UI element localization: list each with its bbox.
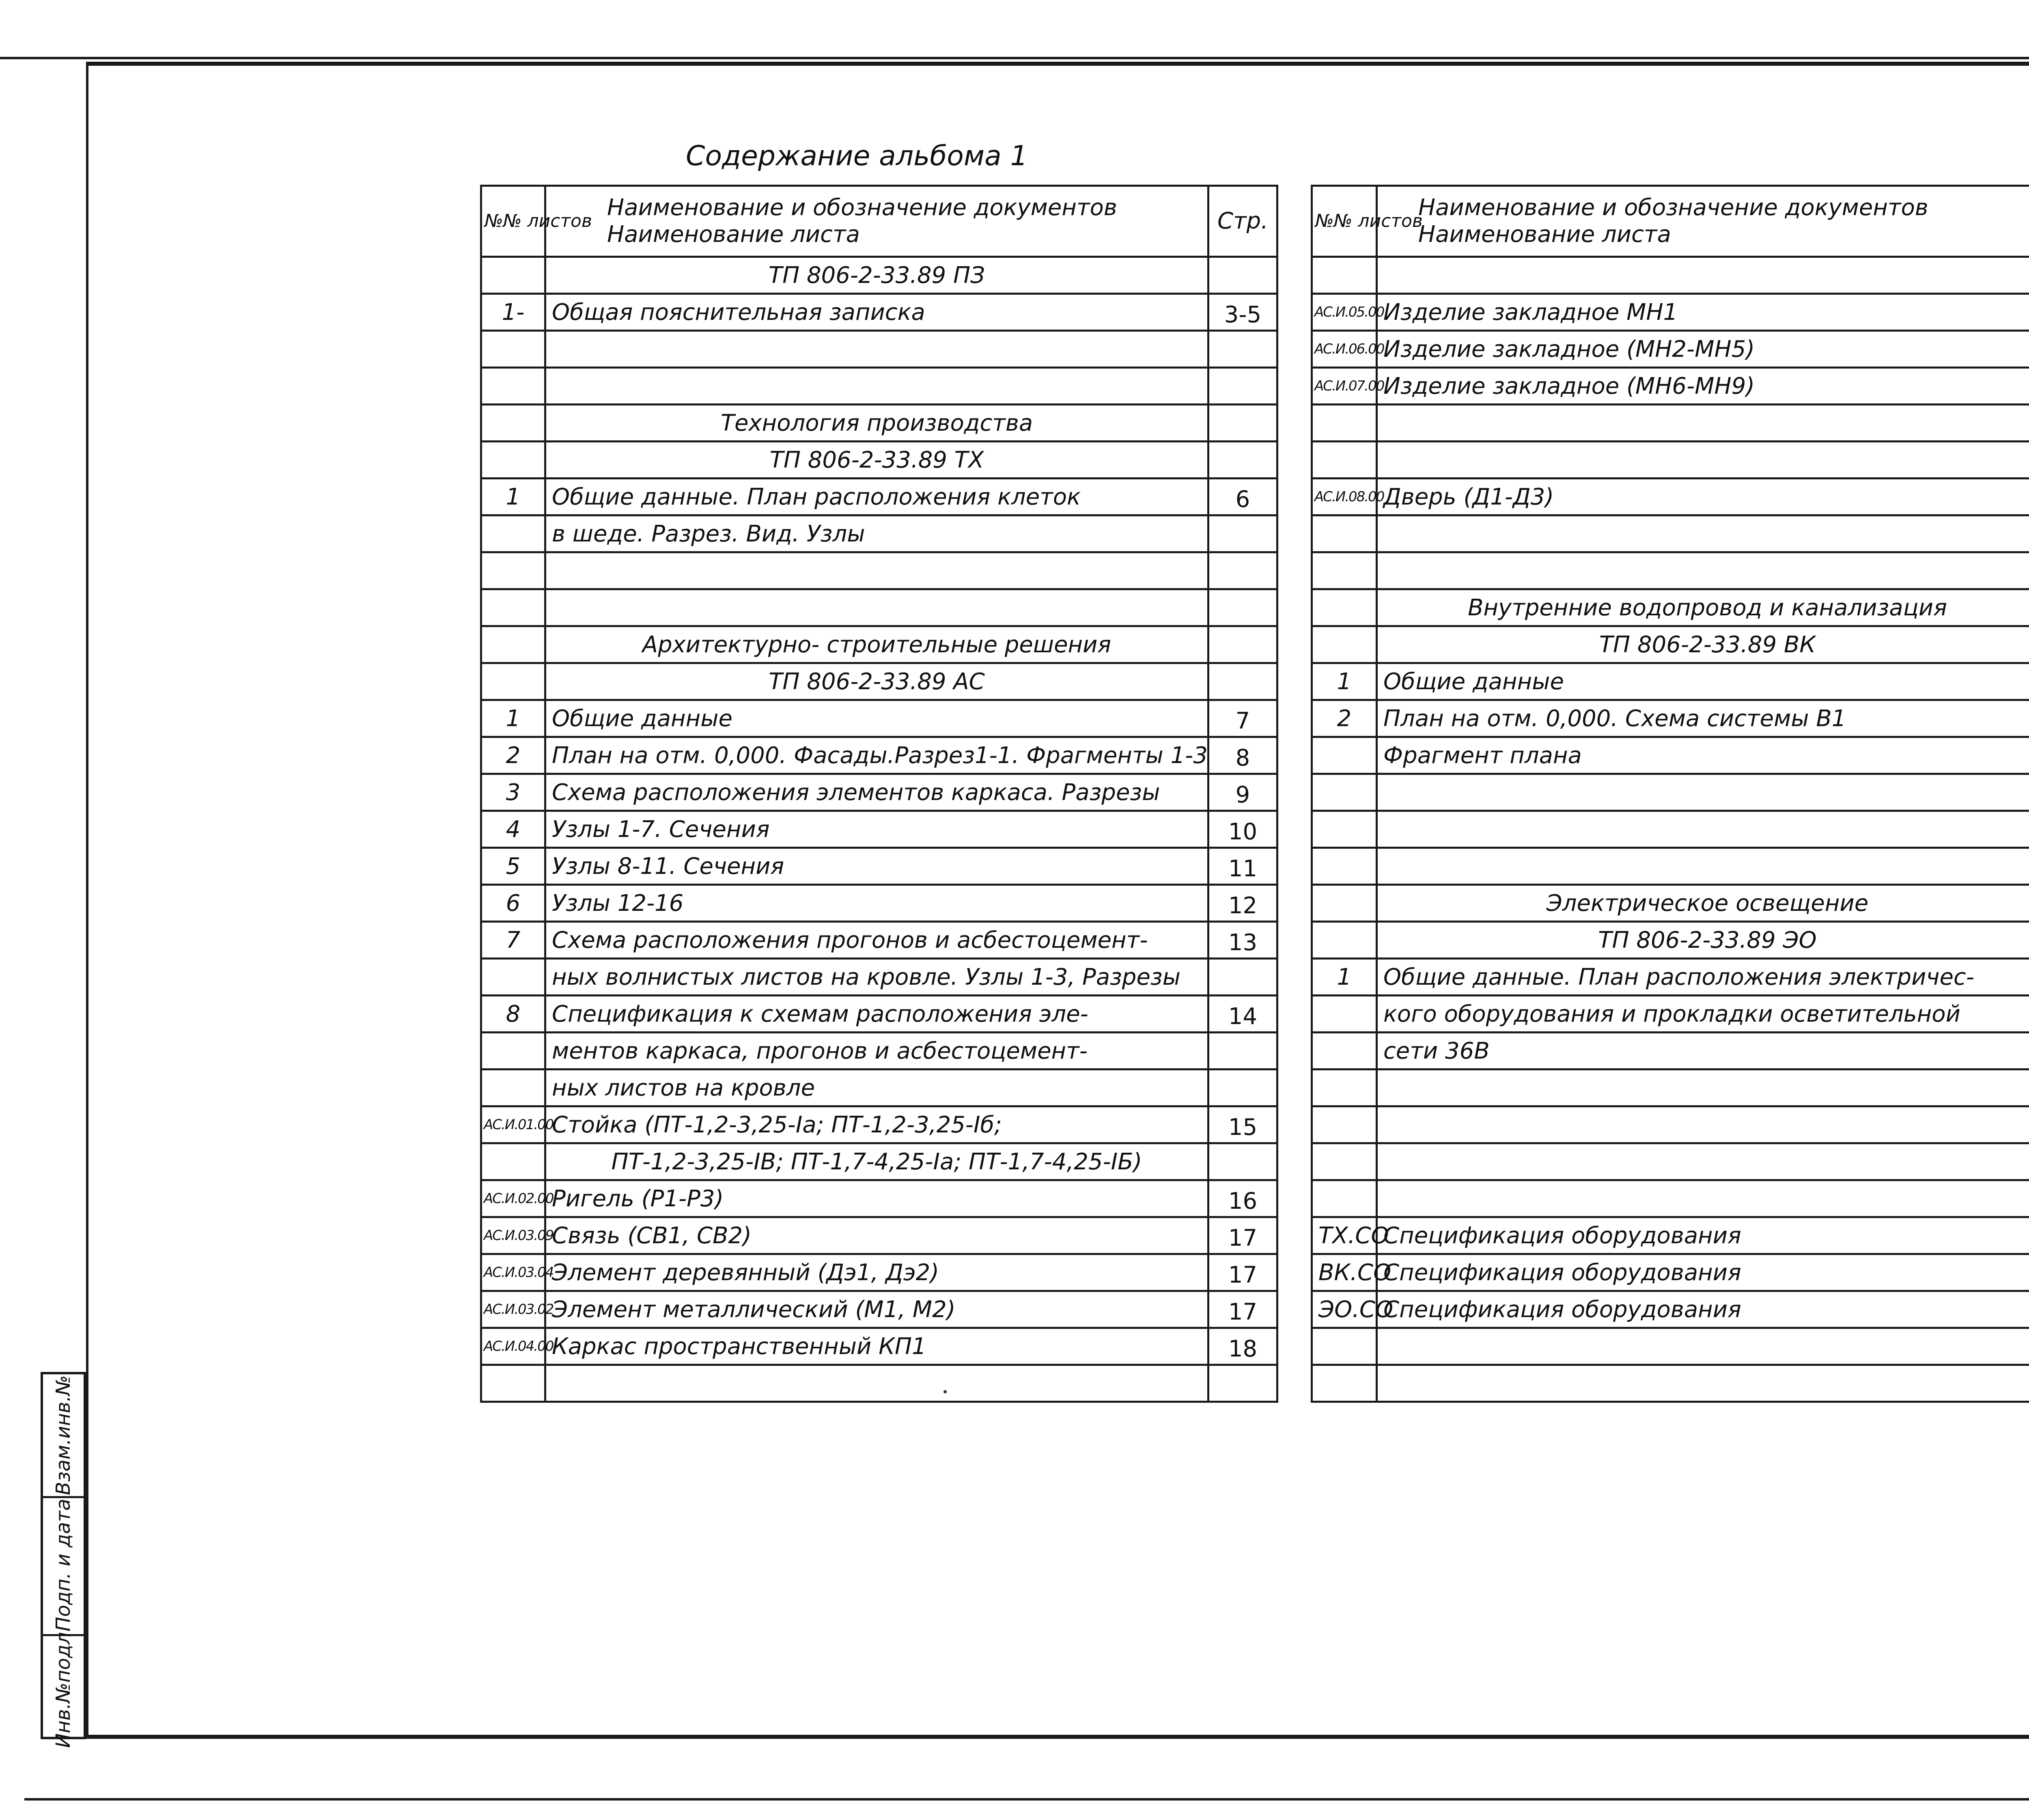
table-row [1312, 959, 2029, 996]
page-cell: 10 [1208, 811, 1277, 848]
document-name-cell [545, 589, 1208, 626]
table-row [1312, 368, 2029, 405]
document-name-cell [1377, 1070, 2029, 1106]
sheet-number-cell: АС.И.07.00 [1312, 368, 1377, 405]
table-row [481, 294, 1277, 331]
sheet-number-cell: ТХ.СО [1312, 1217, 1377, 1254]
document-name-cell: Общие данные. План расположения электричес- [1377, 959, 2029, 996]
sheet-number-cell [481, 1070, 545, 1106]
document-name-cell [1377, 405, 2029, 442]
sheet-number-cell: 5 [481, 848, 545, 885]
header-document-name [1377, 186, 2029, 257]
document-name-cell: Изделие закладное (МН2-МН5) [1377, 331, 2029, 368]
table-row [481, 737, 1277, 774]
sheet-number-cell [1312, 626, 1377, 663]
document-name-cell: Элемент деревянный (Дэ1, Дэ2) [545, 1254, 1208, 1291]
table-row [1312, 811, 2029, 848]
sheet-number-cell [481, 1365, 545, 1402]
document-name-cell: ТП 806-2-33.89 ТХ [545, 442, 1208, 479]
page-cell: 14 [1208, 996, 1277, 1033]
stamp-replacement-inv: Взам.инв.№ [52, 1375, 75, 1495]
sheet-number-cell [1312, 774, 1377, 811]
page-cell [1208, 959, 1277, 996]
document-name-cell: Стойка (ПТ-1,2-3,25-Iа; ПТ-1,2-3,25-Iб; [545, 1106, 1208, 1143]
sheet-number-cell [481, 1033, 545, 1070]
sheet-number-cell: АС.И.08.00 [1312, 479, 1377, 515]
document-name-cell: ных волнистых листов на кровле. Узлы 1-3, Разрезы [545, 959, 1208, 996]
document-name-cell: ных листов на кровле [545, 1070, 1208, 1106]
document-name-cell: Общие данные [1377, 663, 2029, 700]
page-cell: 8 [1208, 737, 1277, 774]
page-cell: 6 [1208, 479, 1277, 515]
document-name-cell [1377, 1106, 2029, 1143]
sheet-number-cell [481, 442, 545, 479]
stamp-divider [43, 1496, 84, 1498]
top-edge-line [0, 57, 2029, 59]
document-name-cell [1377, 811, 2029, 848]
table-row [481, 1291, 1277, 1328]
document-name-cell: Изделие закладное (МН6-МН9) [1377, 368, 2029, 405]
side-stamp [41, 1372, 86, 1748]
document-name-cell: ТП 806-2-33.89 АС [545, 663, 1208, 700]
page-cell [1208, 1070, 1277, 1106]
sheet-number-cell: ЭО.СО [1312, 1291, 1377, 1328]
document-name-cell: ПТ-1,2-3,25-IВ; ПТ-1,7-4,25-Iа; ПТ-1,7-4,25-IБ) [545, 1143, 1208, 1180]
sheet-number-cell: АС.И.01.00 [481, 1106, 545, 1143]
sheet-number-cell: 4 [481, 811, 545, 848]
table-row [481, 1106, 1277, 1143]
table-row [481, 257, 1277, 294]
sheet-number-cell: АС.И.03.04 [481, 1254, 545, 1291]
document-name-cell: Элемент металлический (М1, М2) [545, 1291, 1208, 1328]
document-name-cell [1377, 1328, 2029, 1365]
table-row [1312, 589, 2029, 626]
document-name-cell: Общие данные. План расположения клеток [545, 479, 1208, 515]
document-name-cell: Узлы 8-11. Сечения [545, 848, 1208, 885]
table-row [1312, 257, 2029, 294]
document-name-cell [545, 368, 1208, 405]
sheet-number-cell: АС.И.03.09 [481, 1217, 545, 1254]
sheet-number-cell: ВК.СО [1312, 1254, 1377, 1291]
page-cell [1208, 368, 1277, 405]
sheet-number-cell [1312, 1365, 1377, 1402]
document-name-cell: ТП 806-2-33.89 ПЗ [545, 257, 1208, 294]
table-row [481, 663, 1277, 700]
table-row [481, 1143, 1277, 1180]
sheet-number-cell: АС.И.04.00 [481, 1328, 545, 1365]
table-row [1312, 1291, 2029, 1328]
page-cell [1208, 552, 1277, 589]
document-name-cell: Схема расположения прогонов и асбестоцемент- [545, 922, 1208, 959]
table-row [481, 700, 1277, 737]
document-name-cell: Технология производства [545, 405, 1208, 442]
sheet-number-cell: 3 [481, 774, 545, 811]
page-cell: 3-5 [1208, 294, 1277, 331]
table-row [1312, 663, 2029, 700]
document-name-cell: Электрическое освещение [1377, 885, 2029, 922]
header-page: Стр. [1208, 186, 1277, 257]
page-cell [1208, 1033, 1277, 1070]
document-name-cell [1377, 257, 2029, 294]
document-name-cell: Изделие закладное МН1 [1377, 294, 2029, 331]
page-cell: 17 [1208, 1291, 1277, 1328]
sheet-number-cell [481, 368, 545, 405]
table-row [1312, 626, 2029, 663]
page-cell: 12 [1208, 885, 1277, 922]
table-row [481, 774, 1277, 811]
document-name-cell [545, 331, 1208, 368]
sheet-number-cell: АС.И.03.02 [481, 1291, 545, 1328]
sheet-number-cell [481, 959, 545, 996]
header-sheet-number: №№ листов [481, 186, 545, 257]
sheet-number-cell: 2 [481, 737, 545, 774]
sheet-number-cell [1312, 811, 1377, 848]
table-row [1312, 1254, 2029, 1291]
document-name-cell [1377, 774, 2029, 811]
table-row [1312, 552, 2029, 589]
table-row [1312, 479, 2029, 515]
document-name-cell: План на отм. 0,000. Фасады.Разрез1-1. Фрагменты 1-3 [545, 737, 1208, 774]
table-row [481, 1217, 1277, 1254]
sheet-number-cell [1312, 1070, 1377, 1106]
table-row [481, 1254, 1277, 1291]
page-cell [1208, 442, 1277, 479]
page-cell: 17 [1208, 1254, 1277, 1291]
page-cell [1208, 1365, 1277, 1402]
table-row [1312, 1106, 2029, 1143]
header-document-name-line2: Наименование листа [607, 221, 860, 248]
document-name-cell: ТП 806-2-33.89 ВК [1377, 626, 2029, 663]
document-name-cell [1377, 1180, 2029, 1217]
document-name-cell: Связь (СВ1, СВ2) [545, 1217, 1208, 1254]
table-row [481, 479, 1277, 515]
table-row [1312, 1217, 2029, 1254]
page-cell: 17 [1208, 1217, 1277, 1254]
document-name-cell: Архитектурно- строительные решения [545, 626, 1208, 663]
sheet-number-cell [1312, 848, 1377, 885]
header-document-name-line2: Наименование листа [1418, 221, 1671, 248]
table-row [481, 1070, 1277, 1106]
table-row [481, 959, 1277, 996]
table-row [1312, 848, 2029, 885]
table-row [1312, 922, 2029, 959]
document-name-cell: Общие данные [545, 700, 1208, 737]
table-row [481, 885, 1277, 922]
table-row [1312, 515, 2029, 552]
page-cell [1208, 257, 1277, 294]
sheet-number-cell [1312, 1143, 1377, 1180]
sheet-number-cell: 1 [481, 479, 545, 515]
page-cell [1208, 1143, 1277, 1180]
document-name-cell [545, 552, 1208, 589]
contents-table-left [480, 185, 1278, 1403]
header-sheet-number: №№ листов [1312, 186, 1377, 257]
document-name-cell: Схема расположения элементов каркаса. Разрезы [545, 774, 1208, 811]
document-name-cell [1377, 552, 2029, 589]
sheet-number-cell [1312, 1106, 1377, 1143]
document-name-cell: Фрагмент плана [1377, 737, 2029, 774]
table-row [481, 589, 1277, 626]
page-cell [1208, 331, 1277, 368]
page-cell: 13 [1208, 922, 1277, 959]
document-name-cell: Спецификация оборудования [1377, 1254, 2029, 1291]
document-name-cell: План на отм. 0,000. Схема системы В1 [1377, 700, 2029, 737]
table-row [1312, 331, 2029, 368]
document-name-cell: Каркас пространственный КП1 [545, 1328, 1208, 1365]
sheet-number-cell [1312, 1180, 1377, 1217]
sheet-number-cell [1312, 257, 1377, 294]
table-row [1312, 405, 2029, 442]
sheet-number-cell [481, 552, 545, 589]
table-row [1312, 1070, 2029, 1106]
page-cell: 11 [1208, 848, 1277, 885]
table-row [1312, 996, 2029, 1033]
page-cell [1208, 663, 1277, 700]
sheet-number-cell: АС.И.02.00 [481, 1180, 545, 1217]
table-row [481, 626, 1277, 663]
header-document-name-line1: Наименование и обозначение документов [1418, 194, 1928, 221]
header-document-name-line1: Наименование и обозначение документов [607, 194, 1117, 221]
table-row [1312, 885, 2029, 922]
table-row [1312, 1033, 2029, 1070]
sheet-number-cell [1312, 996, 1377, 1033]
sheet-number-cell: 8 [481, 996, 545, 1033]
sheet-number-cell [1312, 922, 1377, 959]
contents-table-right [1311, 185, 2029, 1403]
document-name-cell: Спецификация к схемам расположения эле- [545, 996, 1208, 1033]
page-cell: 15 [1208, 1106, 1277, 1143]
document-name-cell [1377, 1365, 2029, 1402]
table-row [481, 405, 1277, 442]
table-row [1312, 1365, 2029, 1402]
sheet-number-cell [481, 663, 545, 700]
document-name-cell: Дверь (Д1-Д3) [1377, 479, 2029, 515]
sheet-number-cell [1312, 515, 1377, 552]
header-row [1312, 186, 2029, 257]
sheet-number-cell [1312, 442, 1377, 479]
table-row [481, 1365, 1277, 1402]
sheet-number-cell [1312, 1033, 1377, 1070]
table-row [481, 368, 1277, 405]
document-name-cell: Спецификация оборудования [1377, 1217, 2029, 1254]
page-cell [1208, 626, 1277, 663]
document-name-cell: Спецификация оборудования [1377, 1291, 2029, 1328]
document-name-cell: Узлы 1-7. Сечения [545, 811, 1208, 848]
table-row [481, 552, 1277, 589]
document-name-cell [545, 1365, 1208, 1402]
document-name-cell: ТП 806-2-33.89 ЭО [1377, 922, 2029, 959]
table-row [481, 811, 1277, 848]
table-row [1312, 442, 2029, 479]
sheet-number-cell: 1- [481, 294, 545, 331]
document-name-cell [1377, 442, 2029, 479]
sheet-number-cell: 2 [1312, 700, 1377, 737]
sheet-number-cell [481, 589, 545, 626]
table-row [1312, 700, 2029, 737]
table-row [1312, 737, 2029, 774]
table-row [481, 1328, 1277, 1365]
bottom-edge-line [24, 1798, 2029, 1801]
page-cell: 18 [1208, 1328, 1277, 1365]
document-name-cell: кого оборудования и прокладки осветительной [1377, 996, 2029, 1033]
table-row [481, 331, 1277, 368]
page-cell: 7 [1208, 700, 1277, 737]
table-row [481, 996, 1277, 1033]
document-name-cell: Ригель (Р1-Р3) [545, 1180, 1208, 1217]
table-row [1312, 1180, 2029, 1217]
sheet-number-cell [481, 257, 545, 294]
document-name-cell: Внутренние водопровод и канализация [1377, 589, 2029, 626]
sheet-number-cell: 7 [481, 922, 545, 959]
document-name-cell: сети 36В [1377, 1033, 2029, 1070]
stray-mark [943, 1390, 947, 1393]
document-name-cell: Общая пояснительная записка [545, 294, 1208, 331]
page-cell: 16 [1208, 1180, 1277, 1217]
table-row [481, 1180, 1277, 1217]
sheet-number-cell [481, 1143, 545, 1180]
table-row [481, 1033, 1277, 1070]
page-cell [1208, 515, 1277, 552]
sheet-number-cell: 1 [481, 700, 545, 737]
sheet-number-cell: 1 [1312, 959, 1377, 996]
album-contents-title: Содержание альбома 1 [686, 140, 1028, 172]
document-name-cell: в шеде. Разрез. Вид. Узлы [545, 515, 1208, 552]
table-row [1312, 1143, 2029, 1180]
table-row [481, 515, 1277, 552]
document-name-cell [1377, 515, 2029, 552]
table-row [1312, 294, 2029, 331]
sheet-number-cell: 6 [481, 885, 545, 922]
sheet-number-cell [1312, 1328, 1377, 1365]
sheet-number-cell [1312, 405, 1377, 442]
sheet-number-cell: 1 [1312, 663, 1377, 700]
header-document-name [545, 186, 1208, 257]
stamp-signature-date: Подп. и дата [52, 1499, 75, 1632]
page-cell: 9 [1208, 774, 1277, 811]
document-name-cell: ментов каркаса, прогонов и асбестоцемент- [545, 1033, 1208, 1070]
sheet-number-cell [481, 626, 545, 663]
table-row [1312, 774, 2029, 811]
table-row [481, 848, 1277, 885]
document-name-cell [1377, 1143, 2029, 1180]
sheet-number-cell [1312, 589, 1377, 626]
sheet-number-cell: АС.И.05.00 [1312, 294, 1377, 331]
stamp-original-inv: Инв.№подл. [52, 1626, 75, 1748]
sheet-number-cell [481, 331, 545, 368]
sheet-number-cell [1312, 552, 1377, 589]
sheet-number-cell: АС.И.06.00 [1312, 331, 1377, 368]
sheet-number-cell [481, 405, 545, 442]
table-row [1312, 1328, 2029, 1365]
sheet-number-cell [481, 515, 545, 552]
document-name-cell: Узлы 12-16 [545, 885, 1208, 922]
header-row [481, 186, 1277, 257]
table-row [481, 922, 1277, 959]
table-row [481, 442, 1277, 479]
sheet-number-cell [1312, 737, 1377, 774]
document-name-cell [1377, 848, 2029, 885]
page-cell [1208, 405, 1277, 442]
page-cell [1208, 589, 1277, 626]
sheet-number-cell [1312, 885, 1377, 922]
